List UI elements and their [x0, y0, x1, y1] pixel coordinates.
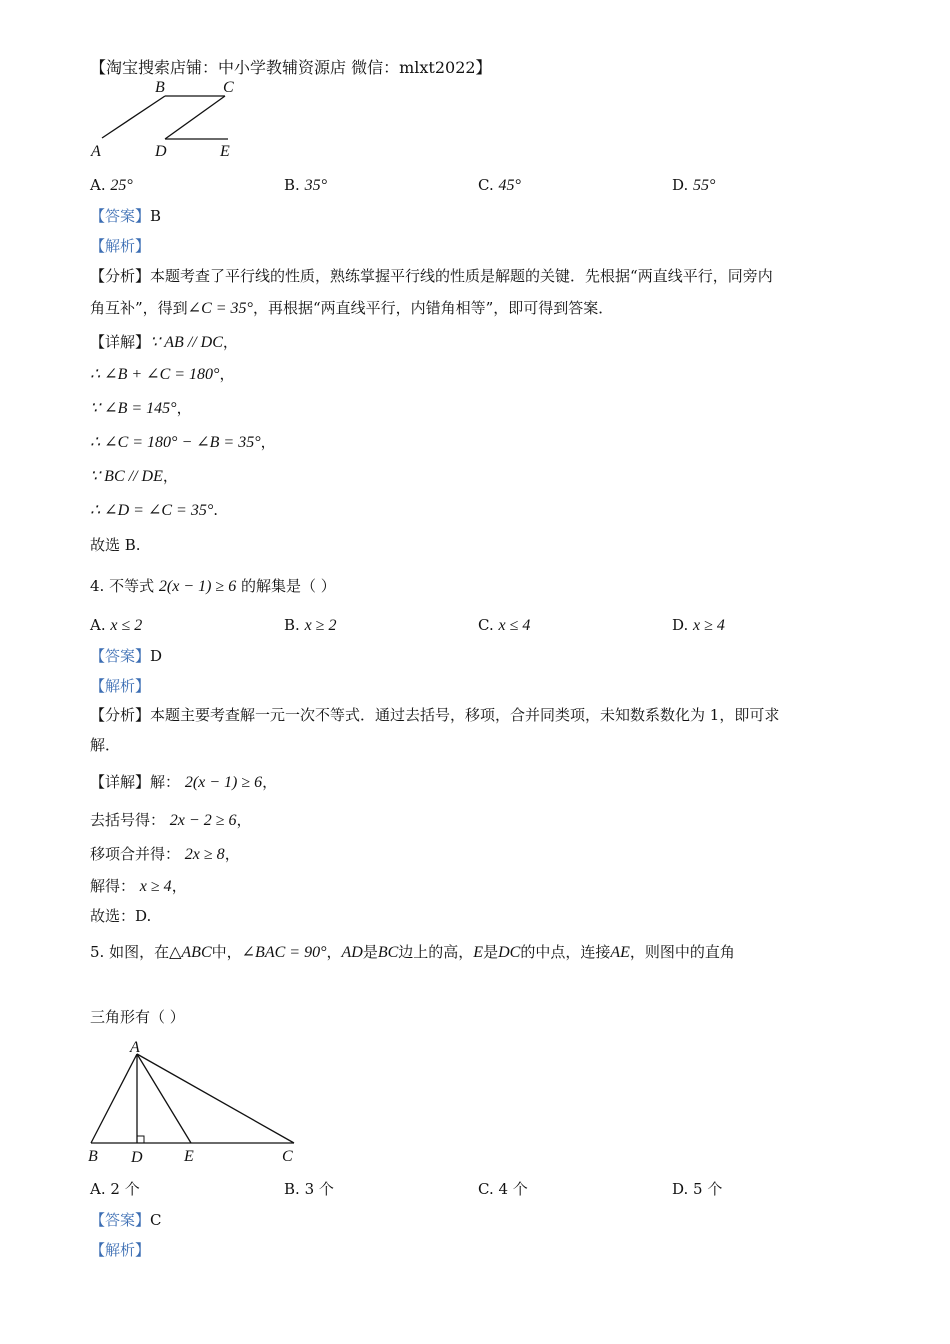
q3-label-d: D	[155, 143, 167, 160]
q3-fenxi-line1: 【分析】本题考查了平行线的性质，熟练掌握平行线的性质是解题的关键．先根据“两直线平行，同旁内	[90, 267, 773, 285]
q5-option-c[interactable]: C. 4 个	[478, 1180, 528, 1198]
q3-parallel-lines-figure	[85, 78, 245, 160]
q3-detail-step-5: ∵ BC // DE，	[90, 467, 178, 485]
q5-option-b[interactable]: B. 3 个	[284, 1180, 334, 1198]
q5-option-d[interactable]: D. 5 个	[672, 1180, 723, 1198]
q5-option-a[interactable]: A. 2 个	[90, 1180, 140, 1198]
q3-conclusion: 故选 B.	[90, 536, 141, 554]
q4-step-expand: 去括号得： 2x − 2 ≥ 6，	[90, 811, 252, 829]
q5-label-e: E	[184, 1148, 194, 1165]
q3-answer: 【答案】B	[90, 207, 162, 225]
q4-fenxi-line2: 解．	[90, 736, 121, 754]
q4-option-c[interactable]: C. x ≤ 4	[478, 616, 531, 634]
q5-label-c: C	[282, 1148, 293, 1165]
q5-label-d: D	[131, 1149, 143, 1166]
q3-option-c[interactable]: C. 45°	[478, 176, 521, 194]
q5-stem-line2: 三角形有（ ）	[90, 1008, 185, 1026]
q3-option-a[interactable]: A. 25°	[90, 176, 133, 194]
q3-analysis-heading: 【解析】	[90, 237, 151, 255]
q3-label-a: A	[91, 143, 101, 160]
q3-label-c: C	[223, 79, 234, 96]
q3-detail-step-4: ∴ ∠C = 180° − ∠B = 35°，	[90, 433, 276, 451]
q4-step-combine: 移项合并得： 2x ≥ 8，	[90, 845, 240, 863]
q5-answer: 【答案】C	[90, 1211, 162, 1229]
q5-analysis-heading: 【解析】	[90, 1241, 151, 1259]
q4-step-solve: 解得： x ≥ 4，	[90, 877, 187, 895]
q3-fenxi-line2: 角互补”，得到∠C = 35°，再根据“两直线平行，内错角相等”，即可得到答案．	[90, 299, 614, 317]
q3-detail-step-1: 【详解】∵ AB // DC，	[90, 333, 238, 351]
q4-option-d[interactable]: D. x ≥ 4	[672, 616, 725, 634]
q3-detail-step-2: ∴ ∠B + ∠C = 180°，	[90, 365, 235, 383]
q3-label-e: E	[220, 143, 230, 160]
q3-detail-step-3: ∵ ∠B = 145°，	[90, 399, 192, 417]
q4-stem: 4. 不等式 2(x − 1) ≥ 6 的解集是（ ）	[90, 577, 336, 595]
q4-option-a[interactable]: A. x ≤ 2	[90, 616, 143, 634]
q5-right-triangle-figure	[84, 1036, 304, 1168]
q4-answer: 【答案】D	[90, 647, 163, 665]
q4-conclusion: 故选：D.	[90, 907, 152, 925]
q3-option-b[interactable]: B. 35°	[284, 176, 327, 194]
q5-stem-line1: 5. 如图，在△ABC中，∠BAC = 90°，AD是BC边上的高，E是DC的中点，连接AE，则图中的直角	[90, 943, 735, 961]
q5-label-a: A	[130, 1039, 140, 1056]
q5-label-b: B	[88, 1148, 98, 1165]
q3-detail-step-6: ∴ ∠D = ∠C = 35°.	[90, 501, 218, 519]
q3-label-b: B	[155, 79, 165, 96]
q4-analysis-heading: 【解析】	[90, 677, 151, 695]
q3-option-d[interactable]: D. 55°	[672, 176, 716, 194]
q4-fenxi-line1: 【分析】本题主要考查解一元一次不等式．通过去括号，移项，合并同类项，未知数系数化为 1，即可求	[90, 706, 780, 724]
q4-detail-line: 【详解】解： 2(x − 1) ≥ 6，	[90, 773, 278, 791]
q4-option-b[interactable]: B. x ≥ 2	[284, 616, 337, 634]
page-header: 【淘宝搜索店铺：中小学教辅资源店 微信：mlxt2022】	[90, 58, 492, 77]
